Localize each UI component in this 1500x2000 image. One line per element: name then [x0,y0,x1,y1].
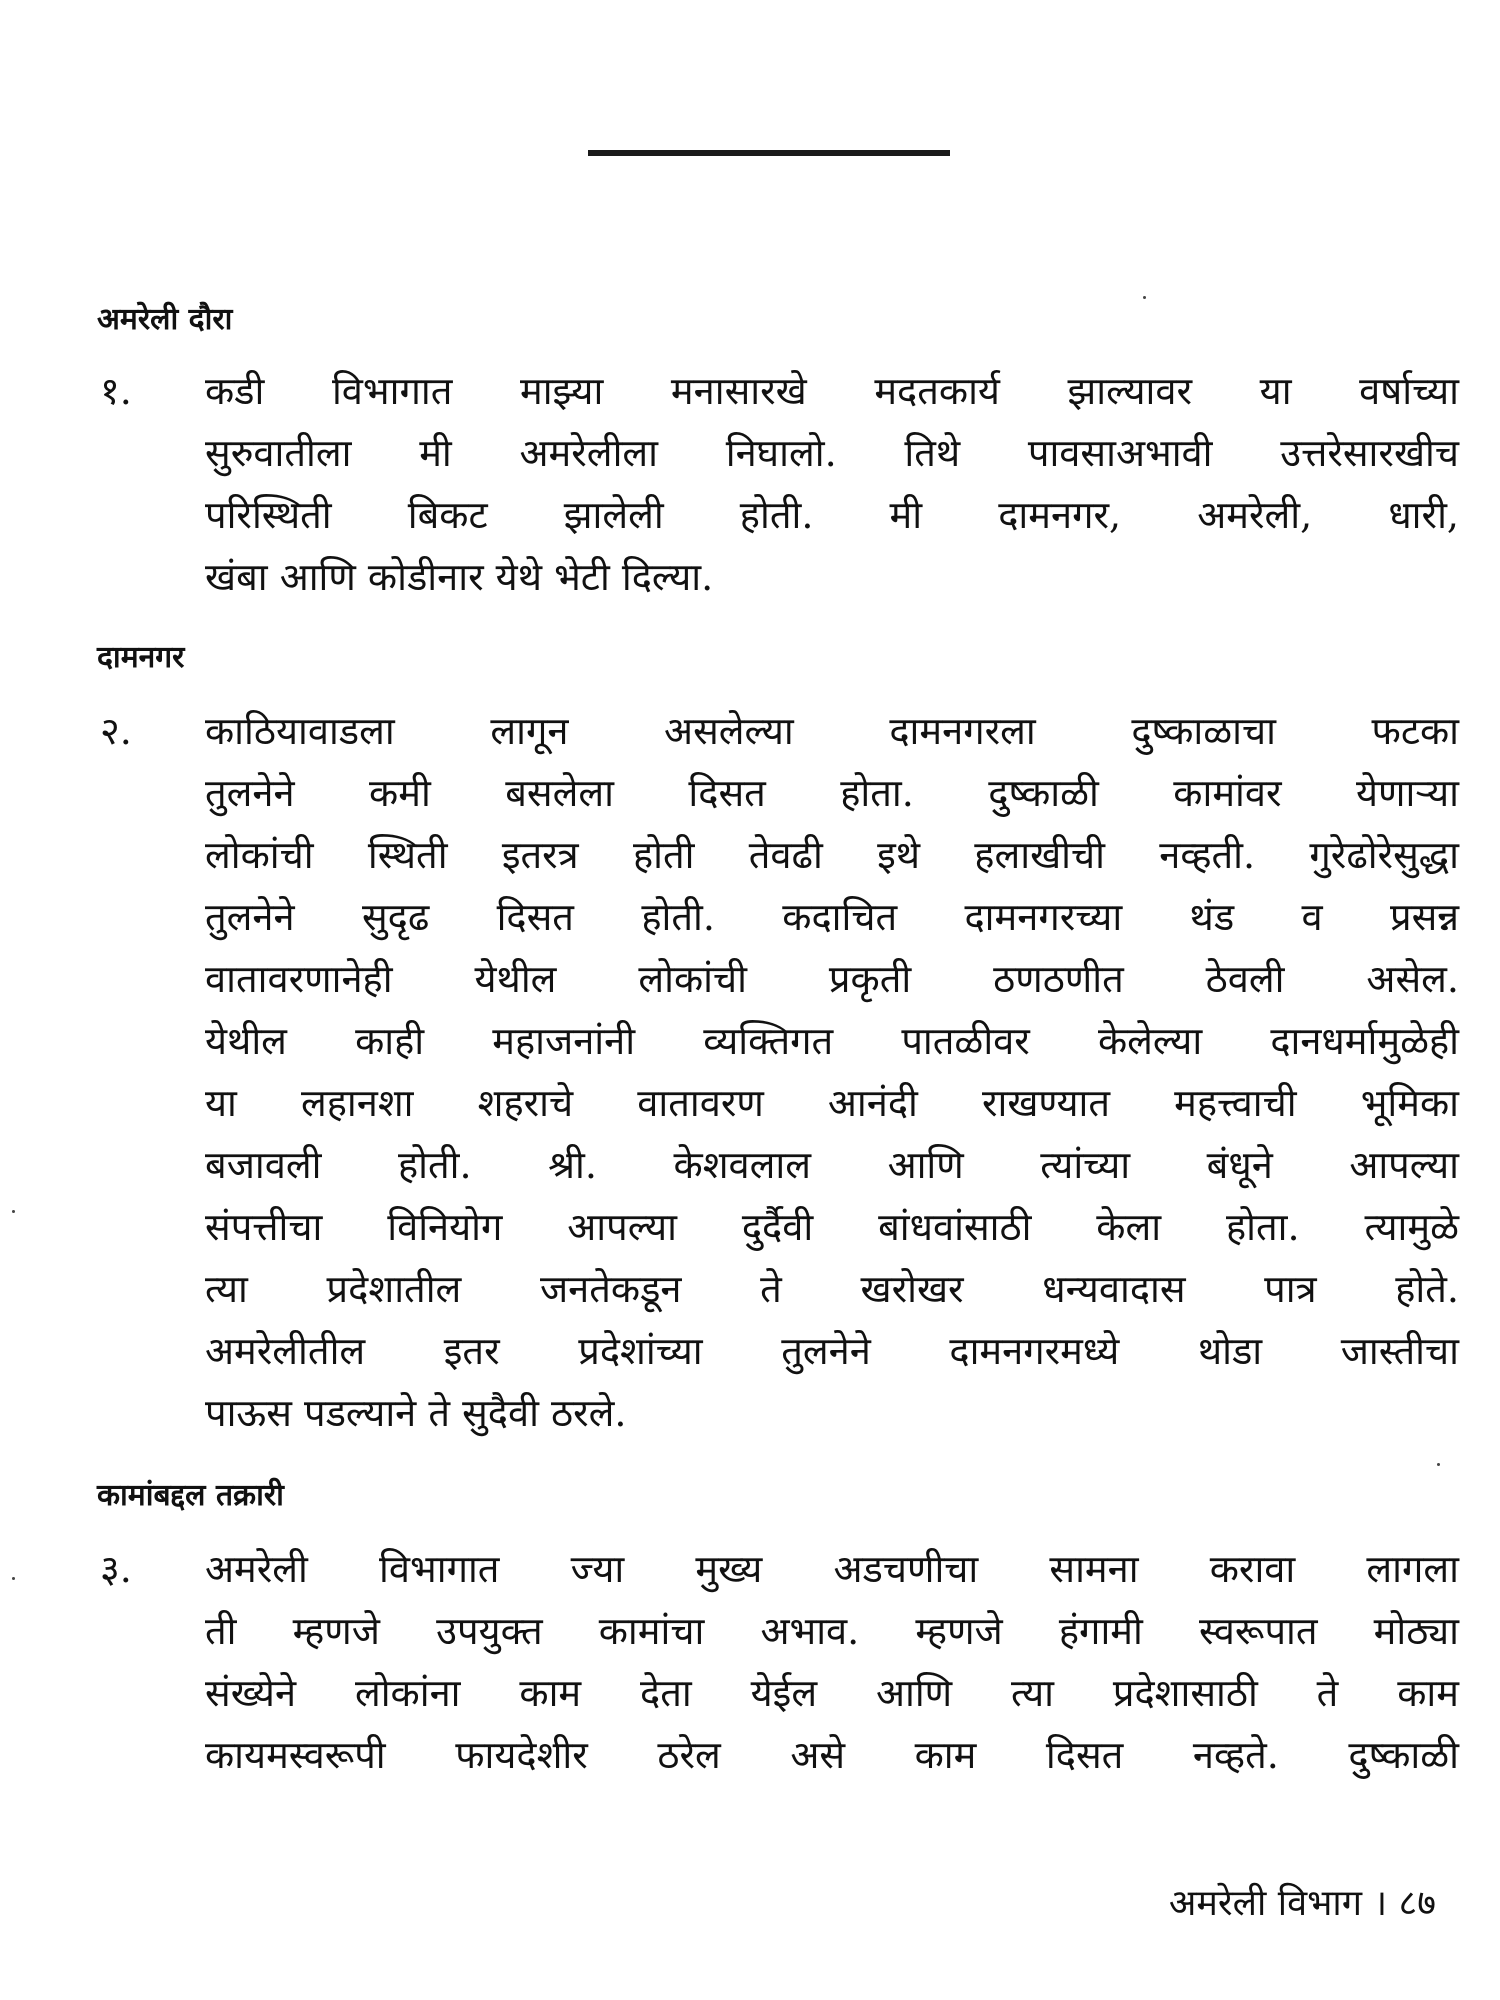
paragraph-line: अमरेली विभागात ज्या मुख्य अडचणीचा सामना करावा लागला [205,1547,1459,1591]
section-heading-damnagar: दामनगर [97,640,185,675]
paragraph-line: लोकांची स्थिती इतरत्र होती तेवढी इथे हलाखीची नव्हती. गुरेढोरेसुद्धा [205,833,1459,877]
paragraph-line: कडी विभागात माझ्या मनासारखे मदतकार्य झाल्यावर या वर्षाच्या [205,369,1459,413]
paragraph-line: अमरेलीतील इतर प्रदेशांच्या तुलनेने दामनगरमध्ये थोडा जास्तीचा [205,1329,1459,1373]
paragraph-number: ३. [100,1547,132,1591]
paragraph-line: संपत्तीचा विनियोग आपल्या दुर्दैवी बांधवांसाठी केला होता. त्यामुळे [205,1205,1459,1249]
paragraph-line: तुलनेने कमी बसलेला दिसत होता. दुष्काळी कामांवर येणाऱ्या [205,771,1459,815]
scan-speck [12,1577,15,1580]
paragraph-line: कायमस्वरूपी फायदेशीर ठरेल असे काम दिसत नव्हते. दुष्काळी [205,1733,1459,1777]
paragraph-line: येथील काही महाजनांनी व्यक्तिगत पातळीवर केलेल्या दानधर्मामुळेही [205,1019,1459,1063]
paragraph-line: तुलनेने सुदृढ दिसत होती. कदाचित दामनगरच्या थंड व प्रसन्न [205,895,1459,939]
paragraph-line: वातावरणानेही येथील लोकांची प्रकृती ठणठणीत ठेवली असेल. [205,957,1459,1001]
scan-speck [1143,296,1146,299]
paragraph-line: सुरुवातीला मी अमरेलीला निघालो. तिथे पावसाअभावी उत्तरेसारखीच [205,431,1459,475]
section-heading-amreli-daura: अमरेली दौरा [97,302,233,337]
page-footer: अमरेली विभाग । ८७ [1168,1883,1436,1924]
paragraph-line: ती म्हणजे उपयुक्त कामांचा अभाव. म्हणजे हंगामी स्वरूपात मोठ्या [205,1609,1459,1653]
paragraph-line: या लहानशा शहराचे वातावरण आनंदी राखण्यात महत्त्वाची भूमिका [205,1081,1459,1125]
paragraph-line: संख्येने लोकांना काम देता येईल आणि त्या प्रदेशासाठी ते काम [205,1671,1459,1715]
scan-speck [12,1210,15,1213]
paragraph-line: खंबा आणि कोडीनार येथे भेटी दिल्या. [205,555,714,599]
paragraph-number: १. [100,369,132,413]
paragraph-line: त्या प्रदेशातील जनतेकडून ते खरोखर धन्यवादास पात्र होते. [205,1267,1459,1311]
top-horizontal-rule [588,150,950,156]
section-heading-complaints-about-works: कामांबद्दल तक्रारी [97,1478,284,1513]
paragraph-line: पाऊस पडल्याने ते सुदैवी ठरले. [205,1391,627,1435]
paragraph-line: काठियावाडला लागून असलेल्या दामनगरला दुष्काळाचा फटका [205,709,1459,753]
scan-speck [1437,1463,1440,1466]
paragraph-number: २. [100,709,132,753]
paragraph-line: बजावली होती. श्री. केशवलाल आणि त्यांच्या बंधूने आपल्या [205,1143,1459,1187]
paragraph-line: परिस्थिती बिकट झालेली होती. मी दामनगर, अमरेली, धारी, [205,493,1459,537]
